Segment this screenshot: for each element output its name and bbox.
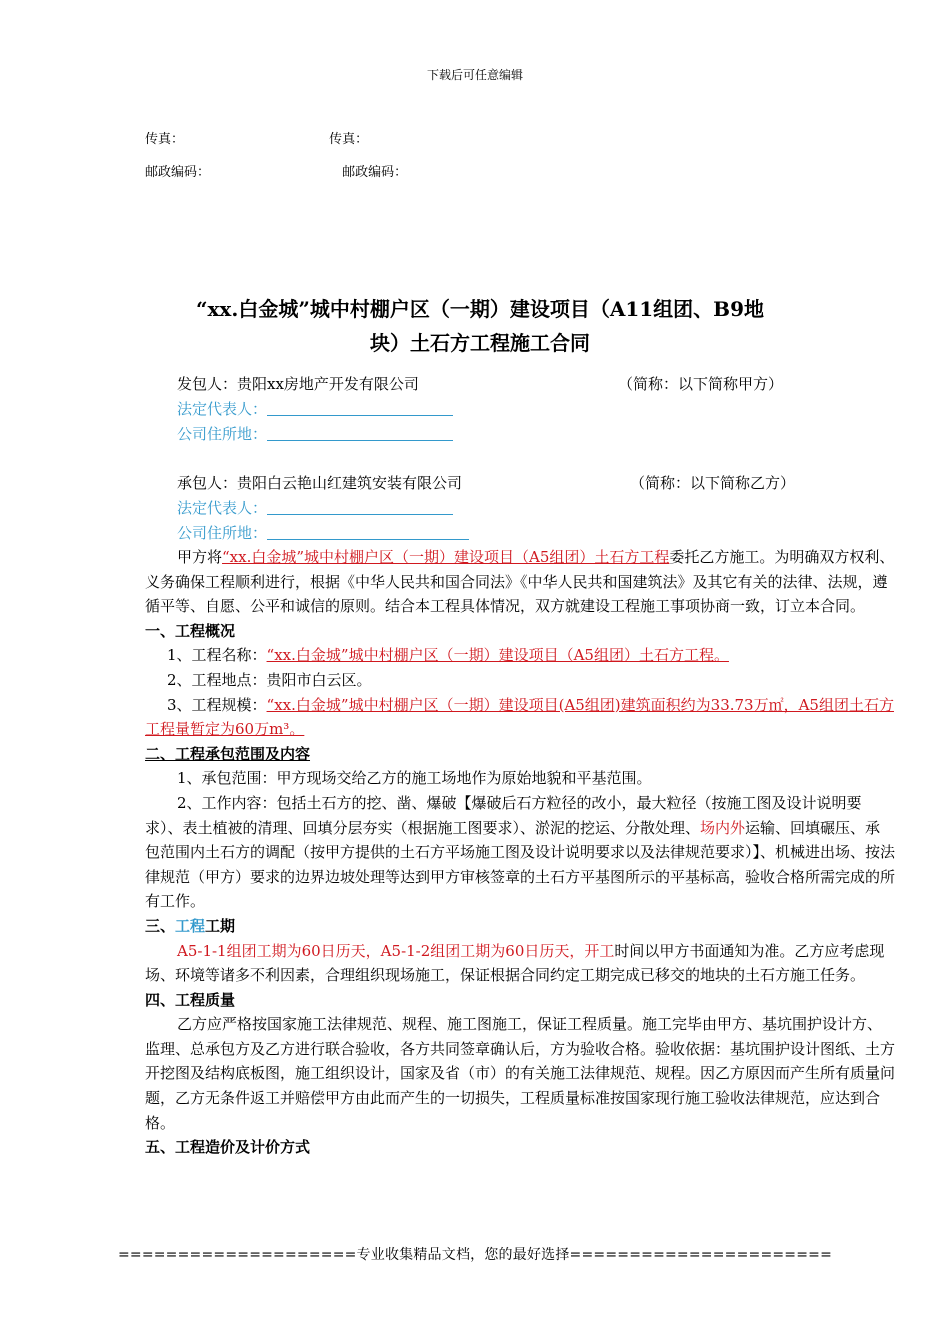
section-3-heading bbox=[145, 914, 895, 939]
party-b-rep-field[interactable] bbox=[267, 498, 453, 515]
item3-value: “xx.白金城”城中村棚户区（一期）建设项目(A5组团)建筑面积约为33.73万㎡，A5组团土石方工程量暂定为60万m³。 bbox=[145, 695, 894, 739]
section-2-heading: 二、工程承包范围及内容 bbox=[145, 744, 311, 763]
sec3-cyan: 工程 bbox=[175, 916, 206, 935]
fax-label-a: 传真： bbox=[145, 132, 185, 147]
section-4-paragraph: 乙方应严格按国家施工法律规范、规程、施工图施工，保证工程质量。施工完毕由甲方、基坑围护设计方、监理、总承包方及乙方进行联合验收，各方共同签章确认后，方为验收合格。验收依据：基坑围护设计图纸、土方开挖图及结构底板图，施工组织设计，国家及省（市）的有关施工法律规范、规程。因乙方原因而产生所有质量问题，乙方无条件返工并赔偿甲方由此而产生的一切损失，工程质量标准按国家现行施工验收法律规范，应达到合格。 bbox=[145, 1015, 896, 1132]
party-a-short bbox=[618, 373, 783, 394]
postal-label-a: 邮政编码： bbox=[145, 165, 211, 180]
footer-banner: ====================专业收集精品文档，您的最好选择====================== bbox=[117, 1247, 833, 1263]
section-5-heading: 五、工程造价及计价方式 bbox=[145, 1138, 311, 1157]
title-line-2: 块）土石方工程施工合同 bbox=[370, 331, 590, 355]
party-b-name-text: 承包人：贵阳白云艳山红建筑安装有限公司 bbox=[177, 474, 463, 492]
party-b-name bbox=[177, 472, 462, 493]
section-2-item-2 bbox=[145, 791, 895, 914]
item2-post: 运输、回填碾压、承包范围内土石方的调配（按甲方提供的土石方平场施工图及设计说明要求以及法律规范要求）】、机械进出场、按法律规范（甲方）要求的边界边坡处理等达到甲方审核签章的土石方平基图所示的平基标高，验收合格所需完成的所有工作。 bbox=[145, 818, 896, 911]
item3-label: 3、工程规模： bbox=[167, 695, 267, 714]
sec3-red: A5-1-1组团工期为60日历天，A5-1-2组团工期为60日历天，开工 bbox=[177, 941, 615, 960]
title-line-1: “xx.白金城”城中村棚户区（一期）建设项目（A11组团、B9地 bbox=[196, 297, 764, 321]
sec3-post: 工期 bbox=[205, 916, 236, 935]
item1-value: “xx.白金城”城中村棚户区（一期）建设项目（A5组团）土石方工程。 bbox=[266, 646, 729, 665]
party-b-short bbox=[630, 472, 795, 493]
party-a-rep-field[interactable] bbox=[267, 399, 453, 416]
intro-post: 委托乙方施工。为明确双方权利、义务确保工程顺利进行，根据《中华人民共和国合同法》《中华人民共和国建筑法》及其它有关的法律、法规，遵循平等、自愿、公平和诚信的原则。结合本工程具体情况，双方就建设工程施工事项协商一致，订立本合同。 bbox=[145, 548, 895, 616]
item2-red: 场内外 bbox=[700, 818, 746, 837]
party-a-rep-label: 法定代表人： bbox=[177, 400, 268, 418]
header-note: 下载后可任意编辑 bbox=[426, 68, 523, 82]
party-a-name bbox=[177, 373, 419, 394]
party-b-rep-label: 法定代表人： bbox=[177, 499, 268, 517]
intro-paragraph bbox=[145, 545, 895, 619]
postal-label-b: 邮政编码： bbox=[342, 165, 408, 180]
section-3-paragraph bbox=[145, 939, 895, 988]
postal-row bbox=[145, 161, 407, 180]
sec3-pre: 三、 bbox=[145, 916, 176, 935]
intro-project: “xx.白金城”城中村棚户区（一期）建设项目（A5组团）土石方工程 bbox=[222, 548, 670, 566]
fax-label-b: 传真： bbox=[329, 132, 369, 147]
party-a-addr-label: 公司住所地： bbox=[177, 425, 268, 443]
section-1-heading: 一、工程概况 bbox=[145, 621, 236, 640]
party-b-addr bbox=[177, 522, 469, 543]
sec3-text: 时间以甲方书面通知为准。乙方应考虑现场、环境等诸多不利因素，合理组织现场施工，保证根据合同约定工期完成已移交的地块的土石方施工任务。 bbox=[145, 941, 885, 985]
party-a-addr bbox=[177, 423, 453, 444]
party-b-addr-label: 公司住所地： bbox=[177, 524, 268, 542]
party-a-rep bbox=[177, 398, 453, 419]
item1-label: 1、工程名称： bbox=[167, 646, 267, 665]
contract-title bbox=[140, 292, 820, 360]
party-b-addr-field[interactable] bbox=[267, 523, 469, 540]
intro-pre: 甲方将 bbox=[177, 548, 223, 566]
fax-row bbox=[145, 128, 368, 147]
section-1-item-3 bbox=[145, 693, 895, 742]
party-a-short-text: （简称：以下简称甲方） bbox=[618, 375, 784, 393]
contract-body bbox=[145, 545, 895, 1160]
item2-pre: 2、工作内容：包括土石方的挖、凿、爆破【爆破后石方粒径的改小，最大粒径（按施工图及设计说明要求）、表土植被的清理、回填分层夯实（根据施工图要求）、淤泥的挖运、分散处理、 bbox=[145, 793, 862, 837]
section-1-item-1 bbox=[145, 643, 895, 668]
section-2-item-1: 1、承包范围：甲方现场交给乙方的施工场地作为原始地貌和平基范围。 bbox=[177, 769, 652, 788]
party-b-short-text: （简称：以下简称乙方） bbox=[630, 474, 796, 492]
party-a-addr-field[interactable] bbox=[267, 424, 453, 441]
section-4-heading: 四、工程质量 bbox=[145, 990, 236, 1009]
party-b-rep bbox=[177, 497, 453, 518]
party-a-name-text: 发包人：贵阳xx房地产开发有限公司 bbox=[177, 375, 419, 393]
section-1-item-2: 2、工程地点：贵阳市白云区。 bbox=[167, 670, 372, 689]
